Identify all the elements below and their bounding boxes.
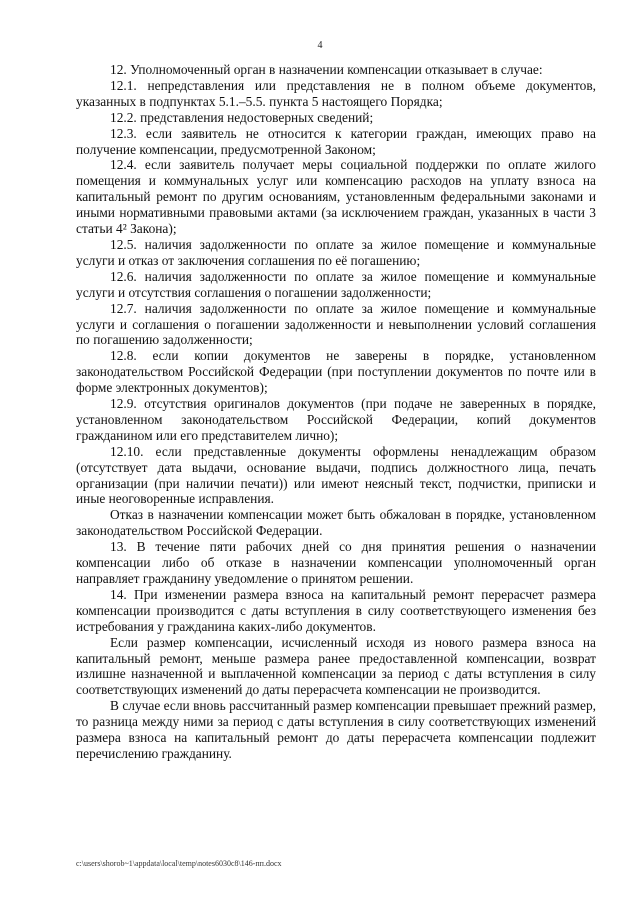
paragraph-12-2: 12.2. представления недостоверных сведений; <box>110 109 374 125</box>
paragraph-12-1: 12.1. непредставления или представления не в полном объеме документов, указанных в подпунктах 5.1.–5.5. пункта 5 настоящего Порядка; <box>76 77 596 109</box>
paragraph-12-9: 12.9. отсутствия оригиналов документов (при подаче не заверенных в порядке, установленном законодательством Российской Федерации, копий документов гражданином или его представителем лично); <box>76 396 596 443</box>
file-path-footer: c:\users\shorob~1\appdata\local\temp\notes6030c8\146-пп.docx <box>76 859 282 868</box>
paragraph-12-4: 12.4. если заявитель получает меры социальной поддержки по оплате жилого помещения и коммунальных услуг или компенсацию расходов на уплату взноса на капитальный ремонт по другим основаниям, установленным федеральными законами и иными нормативными правовыми актами (за исключением граждан, указанных в части 3 статьи 4² Закона); <box>76 157 596 237</box>
paragraph-12-3: 12.3. если заявитель не относится к категории граждан, имеющих право на получение компенсации, предусмотренной Законом; <box>76 125 596 157</box>
paragraph-14: 14. При изменении размера взноса на капитальный ремонт перерасчет размера компенсации производится с даты вступления в силу соответствующего изменения без истребования у гражданина каких-либо документов. <box>76 586 596 634</box>
paragraph-14-decrease: Если размер компенсации, исчисленный исходя из нового размера взноса на капитальный ремонт, меньше размера ранее предоставленной компенсации, возврат излишне назначенной и выплаченной компенсации за период с даты вступления в силу соответствующих изменений до даты перерасчета компенсации не производится. <box>76 634 596 698</box>
paragraph-12-10: 12.10. если представленные документы оформлены ненадлежащим образом (отсутствует дата выдачи, основание выдачи, подпись должностного лица, печать организации (при наличии печати)) или имеют неясный текст, подчистки, приписки и иные неоговоренные исправления. <box>76 443 596 507</box>
paragraph-12-6: 12.6. наличия задолженности по оплате за жилое помещение и коммунальные услуги и отсутствия соглашения о погашении задолженности; <box>76 268 596 300</box>
paragraph-13: 13. В течение пяти рабочих дней со дня принятия решения о назначении компенсации либо об отказе в назначении компенсации уполномоченный орган направляет гражданину уведомление о принятом решении. <box>76 539 596 586</box>
document-body <box>76 62 596 762</box>
paragraph-12-5: 12.5. наличия задолженности по оплате за жилое помещение и коммунальные услуги и отказ от заключения соглашения по её погашению; <box>76 236 596 268</box>
paragraph-appeal: Отказ в назначении компенсации может быть обжалован в порядке, установленном законодательством Российской Федерации. <box>76 507 596 539</box>
paragraph-12-8: 12.8. если копии документов не заверены в порядке, установленном законодательством Российской Федерации (при поступлении документов по почте или в форме электронных документов); <box>76 348 596 396</box>
paragraph-14-increase: В случае если вновь рассчитанный размер компенсации превышает прежний размер, то разница между ними за период с даты вступления в силу соответствующих изменений размера взноса на капитальный ремонт до даты перерасчета компенсации подлежит перечислению гражданину. <box>76 698 596 761</box>
paragraph-12-7: 12.7. наличия задолженности по оплате за жилое помещение и коммунальные услуги и соглашения о погашении задолженности и невыполнении условий соглашения по погашению задолженности; <box>76 300 596 348</box>
paragraph-12: 12. Уполномоченный орган в назначении компенсации отказывает в случае: <box>110 62 543 77</box>
page-number: 4 <box>317 40 323 51</box>
